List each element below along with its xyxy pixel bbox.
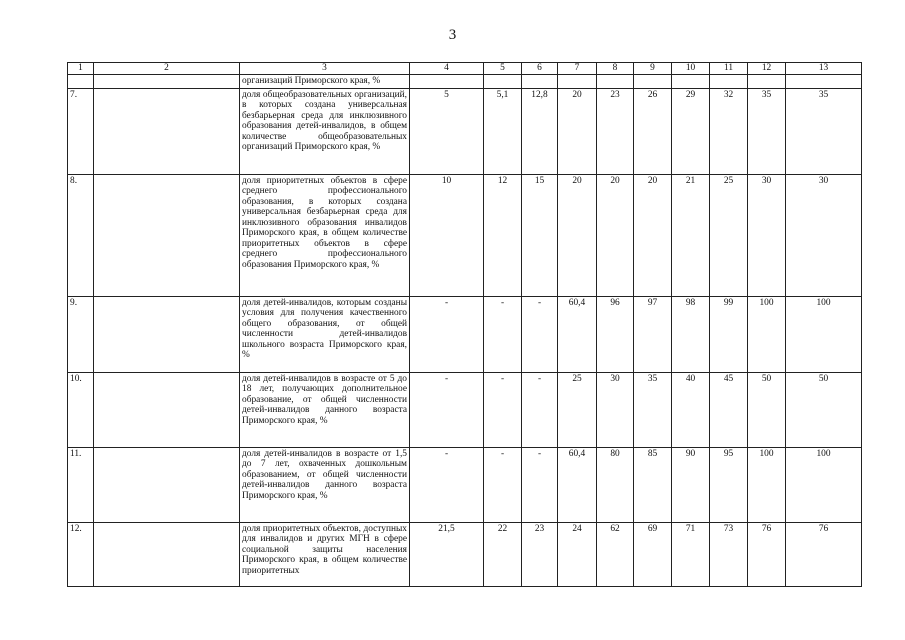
value-cell: 60,4 [558, 447, 597, 522]
value-cell: 25 [558, 372, 597, 447]
value-cell: 15 [522, 174, 558, 296]
value-cell [558, 75, 597, 89]
value-cell: 50 [748, 372, 786, 447]
value-cell [748, 75, 786, 89]
value-cell: 20 [597, 174, 634, 296]
row-empty-cell [94, 75, 240, 89]
row-empty-cell [94, 296, 240, 372]
value-cell: 20 [558, 88, 597, 174]
value-cell [484, 75, 522, 89]
value-cell: 32 [710, 88, 748, 174]
value-cell: 100 [748, 447, 786, 522]
value-cell: 40 [672, 372, 710, 447]
column-header: 12 [748, 63, 786, 75]
value-cell: 21,5 [410, 522, 484, 586]
value-cell: 24 [558, 522, 597, 586]
value-cell: 95 [710, 447, 748, 522]
value-cell: 5,1 [484, 88, 522, 174]
value-cell: 20 [558, 174, 597, 296]
indicators-table [67, 62, 862, 587]
value-cell: 30 [748, 174, 786, 296]
table-row [68, 174, 862, 296]
value-cell: 100 [786, 447, 862, 522]
value-cell [710, 75, 748, 89]
row-description: доля приоритетных объектов в сфере среднего профессионального образования, в которых создана универсальная безбарьерная среда для инклюзивного образования инвалидов Приморского края, в общем количестве приоритетных объектов в сфере среднего профессионального образования Приморского края, % [240, 174, 410, 296]
value-cell: 29 [672, 88, 710, 174]
value-cell: 22 [484, 522, 522, 586]
column-header: 11 [710, 63, 748, 75]
value-cell: - [522, 296, 558, 372]
value-cell: 26 [634, 88, 672, 174]
row-description: доля общеобразовательных организаций, в которых создана универсальная безбарьерная среда для инклюзивного образования детей-инвалидов, в общем количестве общеобразовательных организаций Приморского края, % [240, 88, 410, 174]
value-cell [672, 75, 710, 89]
value-cell: 12,8 [522, 88, 558, 174]
value-cell: 62 [597, 522, 634, 586]
column-header: 9 [634, 63, 672, 75]
row-number: 8. [68, 174, 94, 296]
value-cell: 23 [597, 88, 634, 174]
table-row [68, 447, 862, 522]
column-header: 1 [68, 63, 94, 75]
value-cell: 76 [786, 522, 862, 586]
column-header: 5 [484, 63, 522, 75]
row-empty-cell [94, 174, 240, 296]
row-number: 9. [68, 296, 94, 372]
value-cell: 20 [634, 174, 672, 296]
value-cell: 98 [672, 296, 710, 372]
value-cell: 10 [410, 174, 484, 296]
column-header: 10 [672, 63, 710, 75]
value-cell: - [522, 447, 558, 522]
row-empty-cell [94, 522, 240, 586]
value-cell: 85 [634, 447, 672, 522]
value-cell: 100 [748, 296, 786, 372]
row-number: 12. [68, 522, 94, 586]
value-cell: 45 [710, 372, 748, 447]
row-description: организаций Приморского края, % [240, 75, 410, 89]
row-description: доля приоритетных объектов, доступных для инвалидов и других МГН в сфере социальной защиты населения Приморского края, в общем количестве приоритетных [240, 522, 410, 586]
column-number-row [68, 63, 862, 75]
value-cell: - [410, 372, 484, 447]
table-row [68, 522, 862, 586]
value-cell: 69 [634, 522, 672, 586]
column-header: 4 [410, 63, 484, 75]
value-cell: - [484, 296, 522, 372]
row-empty-cell [94, 447, 240, 522]
value-cell: 60,4 [558, 296, 597, 372]
value-cell: 35 [786, 88, 862, 174]
row-description: доля детей-инвалидов в возрасте от 5 до 18 лет, получающих дополнительное образование, от общей численности детей-инвалидов данного возраста Приморского края, % [240, 372, 410, 447]
table-row [68, 75, 862, 89]
value-cell: - [484, 447, 522, 522]
row-empty-cell [94, 372, 240, 447]
row-description: доля детей-инвалидов, которым созданы условия для получения качественного общего образования, от общей численности детей-инвалидов школьного возраста Приморского края, % [240, 296, 410, 372]
value-cell: 5 [410, 88, 484, 174]
value-cell [786, 75, 862, 89]
column-header: 13 [786, 63, 862, 75]
value-cell: 76 [748, 522, 786, 586]
column-header: 7 [558, 63, 597, 75]
value-cell: 50 [786, 372, 862, 447]
value-cell: 12 [484, 174, 522, 296]
value-cell [410, 75, 484, 89]
row-number [68, 75, 94, 89]
value-cell: 90 [672, 447, 710, 522]
table-row [68, 88, 862, 174]
value-cell: 35 [748, 88, 786, 174]
column-header: 8 [597, 63, 634, 75]
column-header: 6 [522, 63, 558, 75]
table-row [68, 372, 862, 447]
row-number: 10. [68, 372, 94, 447]
value-cell [634, 75, 672, 89]
value-cell: - [410, 447, 484, 522]
row-empty-cell [94, 88, 240, 174]
page-number: 3 [448, 27, 457, 43]
value-cell: - [484, 372, 522, 447]
column-header: 3 [240, 63, 410, 75]
value-cell: 71 [672, 522, 710, 586]
value-cell: - [410, 296, 484, 372]
value-cell: - [522, 372, 558, 447]
value-cell: 97 [634, 296, 672, 372]
value-cell: 25 [710, 174, 748, 296]
row-number: 11. [68, 447, 94, 522]
value-cell: 73 [710, 522, 748, 586]
value-cell: 30 [786, 174, 862, 296]
column-header: 2 [94, 63, 240, 75]
value-cell: 80 [597, 447, 634, 522]
value-cell [597, 75, 634, 89]
value-cell: 21 [672, 174, 710, 296]
value-cell: 23 [522, 522, 558, 586]
value-cell: 35 [634, 372, 672, 447]
value-cell: 30 [597, 372, 634, 447]
value-cell: 96 [597, 296, 634, 372]
row-number: 7. [68, 88, 94, 174]
value-cell [522, 75, 558, 89]
value-cell: 100 [786, 296, 862, 372]
value-cell: 99 [710, 296, 748, 372]
row-description: доля детей-инвалидов в возрасте от 1,5 до 7 лет, охваченных дошкольным образованием, от общей численности детей-инвалидов данного возраста Приморского края, % [240, 447, 410, 522]
table-row [68, 296, 862, 372]
